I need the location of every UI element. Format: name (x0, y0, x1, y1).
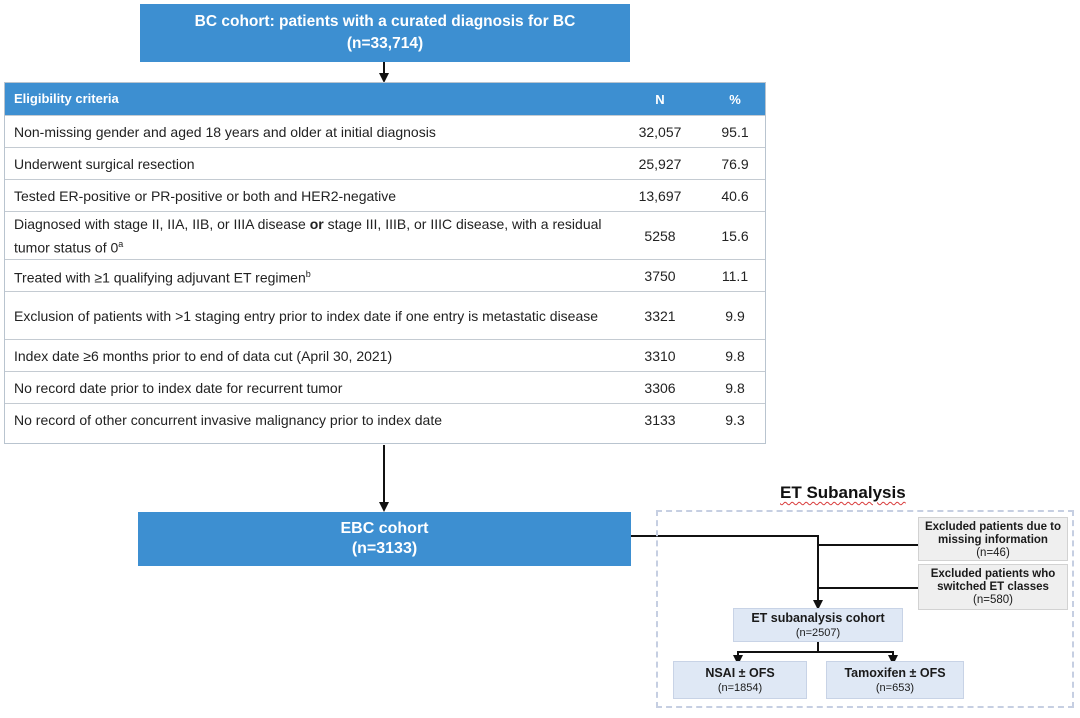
pct-cell: 76.9 (721, 155, 749, 172)
table-row (5, 211, 765, 259)
criteria-cell: Tested ER-positive or PR-positive or both and HER2-negative (14, 187, 397, 204)
et-cohort-count: (n=2507) (795, 627, 841, 639)
tamoxifen-box (826, 661, 964, 699)
nsai-count: (n=1854) (717, 682, 763, 694)
criteria-text-post: stage III, IIIB, or IIIC disease, with a residual tumor status of 0 (14, 215, 602, 256)
et-cohort-box (733, 608, 903, 642)
et-cohort-title: ET subanalysis cohort (751, 611, 885, 625)
table-row (5, 403, 765, 435)
criteria-cell: Underwent surgical resection (14, 155, 195, 172)
criteria-cell: Index date ≥6 months prior to end of data cut (April 30, 2021) (14, 347, 393, 364)
pct-cell: 11.1 (721, 267, 749, 284)
bc-cohort-count: (n=33,714) (346, 35, 424, 52)
n-cell: 3306 (644, 379, 676, 396)
table-row (5, 115, 765, 147)
pct-cell: 40.6 (721, 187, 749, 204)
header-n: N (655, 91, 665, 107)
criteria-cell (5, 214, 615, 258)
table-row (5, 147, 765, 179)
n-cell: 25,927 (638, 155, 682, 172)
n-cell: 3321 (644, 307, 676, 324)
table-row (5, 259, 765, 291)
tamoxifen-count: (n=653) (875, 682, 915, 694)
et-subanalysis-title-text: ET Subanalysis (780, 483, 906, 502)
criteria-cell: Non-missing gender and aged 18 years and older at initial diagnosis (14, 123, 436, 140)
pct-cell: 9.9 (725, 307, 745, 324)
criteria-text-pre: Diagnosed with stage II, IIA, IIB, or IIIA disease (14, 215, 310, 232)
criteria-cell: No record date prior to index date for recurrent tumor (14, 379, 343, 396)
bc-cohort-box (140, 4, 630, 62)
eligibility-criteria-table (4, 82, 766, 444)
pct-cell: 9.8 (725, 347, 745, 364)
pct-cell: 95.1 (721, 123, 749, 140)
pct-cell: 9.3 (725, 411, 745, 428)
criteria-text: Treated with ≥1 qualifying adjuvant ET regimen (14, 269, 306, 286)
ebc-cohort-box (138, 512, 631, 566)
n-cell: 3133 (644, 411, 676, 428)
excluded-missing-title: Excluded patients due to missing information (924, 521, 1062, 546)
n-cell: 5258 (644, 227, 676, 244)
excluded-switched-count: (n=580) (973, 594, 1013, 606)
excluded-switched-title: Excluded patients who switched ET classes (930, 568, 1056, 593)
n-cell: 3750 (644, 267, 676, 284)
n-cell: 13,697 (638, 187, 682, 204)
criteria-cell: No record of other concurrent invasive malignancy prior to index date (14, 411, 442, 428)
criteria-text-bold: or (309, 215, 324, 232)
ebc-cohort-title: EBC cohort (340, 520, 429, 537)
tamoxifen-title: Tamoxifen ± OFS (844, 666, 946, 680)
pct-cell: 9.8 (725, 379, 745, 396)
header-criteria: Eligibility criteria (14, 91, 119, 106)
table-row (5, 339, 765, 371)
criteria-cell (5, 264, 615, 288)
excluded-missing-box (918, 517, 1068, 561)
pct-cell: 15.6 (721, 227, 749, 244)
nsai-title: NSAI ± OFS (705, 666, 775, 680)
excluded-missing-count: (n=46) (976, 547, 1010, 559)
table-row (5, 179, 765, 211)
criteria-cell: Exclusion of patients with >1 staging entry prior to index date if one entry is metastatic disease (14, 307, 599, 324)
table-row (5, 371, 765, 403)
et-subanalysis-title (780, 483, 906, 503)
ebc-cohort-count: (n=3133) (351, 540, 418, 557)
n-cell: 3310 (644, 347, 676, 364)
n-cell: 32,057 (638, 123, 682, 140)
footnote-marker: b (305, 268, 311, 279)
header-pct: % (729, 91, 741, 107)
excluded-switched-box (918, 564, 1068, 610)
table-header (5, 83, 765, 115)
footnote-marker: a (118, 238, 124, 249)
table-row (5, 291, 765, 339)
nsai-box (673, 661, 807, 699)
bc-cohort-title: BC cohort: patients with a curated diagnosis for BC (194, 13, 576, 30)
